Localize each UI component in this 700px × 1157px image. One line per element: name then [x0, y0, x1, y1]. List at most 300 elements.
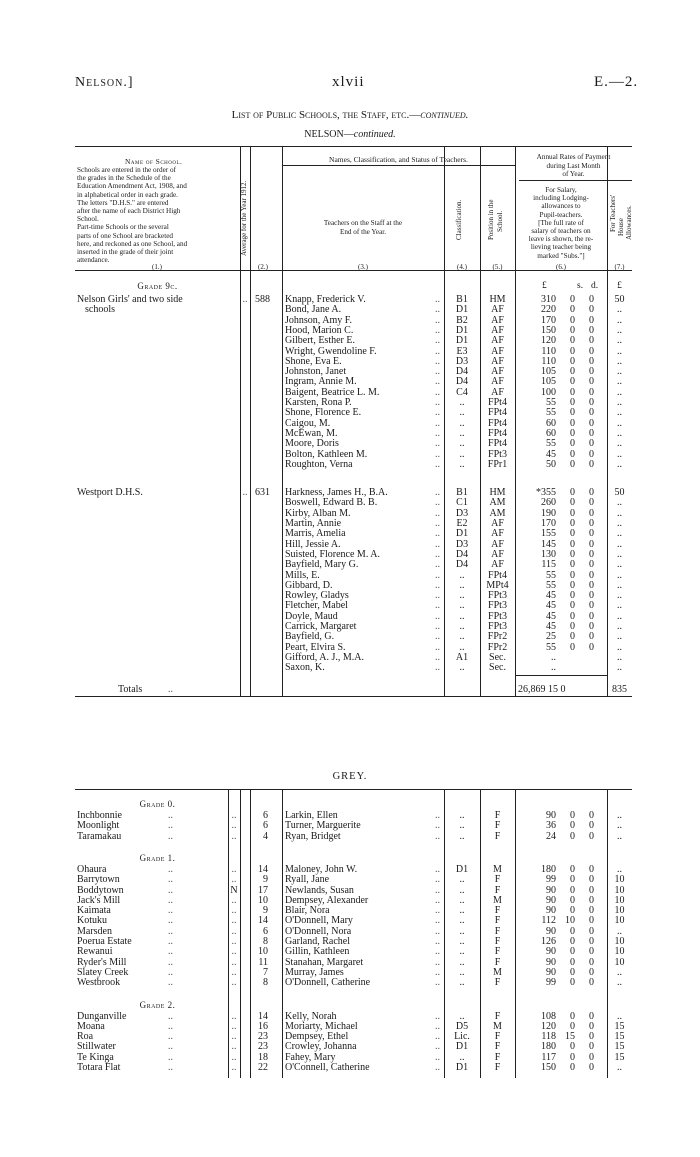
nelson-row-classification: ..	[459, 590, 465, 602]
totals-dots: ..	[168, 684, 173, 695]
grey-position: F	[494, 977, 501, 989]
school-name: Westport D.H.S.	[77, 487, 143, 499]
nelson-row-position: FPr2	[487, 641, 508, 653]
grey-house-allowance: ..	[617, 810, 622, 821]
nelson-row-teacher-name: Caigou, M.	[285, 417, 331, 429]
grey-school-name: Moana	[77, 1020, 105, 1032]
nelson-row-classification: D1	[455, 528, 469, 540]
grey-classification: ..	[459, 915, 465, 927]
grey-teacher-name: Blair, Nora	[285, 905, 330, 917]
grey-classification: ..	[459, 946, 465, 958]
totals-top-rule	[515, 675, 607, 676]
grey-position: F	[494, 1010, 501, 1022]
nelson-row-classification: D4	[455, 366, 469, 378]
grey-position: F	[494, 936, 501, 947]
table-top-rule	[75, 146, 632, 147]
grey-house-allowance: ..	[617, 830, 622, 842]
nelson-row-teacher-name: Gibbard, D.	[285, 579, 333, 591]
grey-house-allowance: 10	[614, 915, 625, 927]
grey-school-name: Poerua Estate	[77, 936, 132, 947]
nelson-row-classification: D1	[455, 324, 469, 336]
nelson-row-leader-dots: ..	[435, 355, 440, 367]
nelson-row-leader-dots: ..	[435, 304, 440, 316]
grey-teacher-dots: ..	[435, 820, 440, 832]
grey-house-allowance: 10	[614, 884, 625, 896]
grey-salary-pounds: 90	[546, 966, 556, 978]
grey-house-allowance: 10	[614, 905, 625, 917]
grey-school-average: 14	[258, 915, 268, 927]
grey-teacher-name: Moriarty, Michael	[285, 1020, 358, 1032]
grey-teacher-name: Larkin, Ellen	[285, 810, 338, 821]
grey-leader-dots: ..	[168, 1062, 173, 1073]
nelson-row-position: AF	[491, 345, 504, 357]
grey-classification: ..	[459, 925, 465, 937]
nelson-row-position: FPr2	[487, 631, 508, 643]
nelson-row-teacher-name: Martin, Annie	[285, 518, 342, 529]
nelson-row-leader-dots: ..	[435, 507, 440, 519]
grey-teacher-name: Garland, Rachel	[285, 936, 350, 947]
grey-school-average: 16	[258, 1020, 268, 1032]
grey-leader-dots: ..	[168, 874, 173, 886]
school-average: 588	[255, 294, 270, 305]
col-number-1: (1.)	[152, 263, 162, 271]
nelson-row-salary-pence: 0	[589, 397, 594, 408]
rates-column-head: of Year.	[562, 170, 585, 178]
grey-teacher-dots: ..	[435, 1062, 440, 1073]
nelson-row-teacher-name: Johnson, Amy F.	[285, 314, 352, 326]
nelson-row-salary-shillings: 0	[570, 355, 575, 367]
table-title-continued: continued.	[420, 109, 469, 121]
nelson-row-salary-pence: 0	[589, 345, 594, 357]
grey-grade-heading: Grade 2.	[139, 999, 176, 1010]
grey-position: F	[494, 884, 501, 896]
grey-leader-dots: ..	[168, 1031, 173, 1043]
grey-teacher-dots: ..	[435, 936, 440, 947]
grey-school-average: 6	[263, 925, 268, 937]
nelson-row-teacher-name: Carrick, Margaret	[285, 621, 357, 632]
grey-school-mark: ..	[231, 1051, 237, 1063]
grey-salary-pounds: 90	[546, 894, 556, 906]
nelson-row-salary-shillings: 0	[570, 294, 575, 305]
grey-teacher-dots: ..	[435, 905, 440, 917]
nelson-row-house-allowance: ..	[617, 651, 622, 663]
nelson-row-classification: D3	[455, 355, 469, 367]
nelson-row-teacher-name: Bond, Jane A.	[285, 304, 342, 316]
position-column-head: Position in the	[487, 199, 495, 240]
nelson-row-classification: D1	[455, 304, 469, 316]
nelson-row-salary-pounds: 60	[546, 427, 556, 439]
grey-salary-pounds: 120	[541, 1020, 556, 1032]
nelson-row-teacher-name: Peart, Elvira S.	[285, 641, 346, 653]
nelson-row-salary-shillings: 0	[570, 386, 575, 398]
nelson-row-salary-shillings: 0	[570, 610, 575, 622]
grey-teacher-name: Ryall, Jane	[285, 874, 330, 886]
nelson-row-salary-pounds: 55	[546, 579, 556, 591]
grey-salary-pounds: 126	[541, 936, 556, 947]
rates-column-head: during Last Month	[546, 161, 601, 170]
grey-salary-pounds: 90	[546, 905, 556, 917]
unit-shillings: s.	[577, 281, 584, 291]
grey-house-allowance: 15	[614, 1051, 625, 1063]
grey-teacher-dots: ..	[435, 946, 440, 958]
nelson-row-salary-pounds: 310	[541, 294, 556, 305]
school-column-note-line: Part-time Schools or the several	[77, 223, 169, 232]
nelson-row-salary-shillings: 0	[570, 324, 575, 336]
school-column-note-line: inserted in the grade of their joint	[77, 248, 174, 256]
nelson-row-leader-dots: ..	[435, 427, 440, 439]
nelson-row-salary-pence: 0	[589, 590, 594, 602]
grey-classification: ..	[459, 1051, 465, 1063]
grey-column-rule-2	[250, 789, 251, 1078]
nelson-row-leader-dots: ..	[435, 590, 440, 602]
unit-pound-house: £	[617, 281, 622, 291]
grey-teacher-dots: ..	[435, 1020, 440, 1032]
school-column-note-line: attendance.	[77, 256, 110, 265]
nelson-row-position: AF	[491, 366, 504, 378]
grey-school-mark: ..	[231, 874, 237, 886]
grey-leader-dots: ..	[168, 1020, 173, 1032]
grey-school-average: 7	[263, 966, 268, 978]
nelson-row-house-allowance: ..	[617, 397, 622, 408]
nelson-row-salary-shillings: 0	[570, 631, 575, 643]
grey-teacher-dots: ..	[435, 956, 440, 968]
grey-salary-shillings: 0	[570, 1051, 575, 1063]
nelson-row-teacher-name: Shone, Eva E.	[285, 355, 342, 367]
nelson-row-classification: D3	[455, 538, 469, 550]
grey-salary-shillings: 0	[570, 894, 575, 906]
grey-salary-shillings: 0	[570, 820, 575, 832]
nelson-row-classification: C1	[456, 497, 468, 509]
page-number: xlvii	[332, 74, 365, 90]
grey-teacher-name: Stanahan, Margaret	[285, 956, 364, 968]
school-column-note-line: The letters "D.H.S." are entered	[77, 198, 169, 207]
grey-salary-shillings: 0	[570, 863, 575, 875]
nelson-row-position: FPt4	[488, 397, 507, 408]
nelson-row-house-allowance: ..	[617, 621, 622, 632]
grey-position: F	[494, 1041, 501, 1053]
nelson-row-house-allowance: ..	[617, 448, 622, 460]
nelson-row-salary-shillings: 0	[570, 538, 575, 550]
nelson-row-salary-pence: 0	[589, 487, 594, 499]
nelson-row-position: AF	[491, 538, 504, 550]
grey-school-mark: N	[230, 884, 238, 896]
grey-teacher-name: Murray, James	[285, 966, 344, 978]
grey-salary-pounds: 99	[546, 977, 556, 989]
col-number-6: (6.)	[556, 263, 566, 271]
grey-school-name: Westbrook	[77, 977, 121, 989]
nelson-row-position: AM	[489, 507, 506, 519]
nelson-row-salary-pence: 0	[589, 641, 594, 653]
grey-school-mark: ..	[231, 925, 237, 937]
grey-salary-pence: 0	[589, 820, 594, 832]
nelson-row-salary-pounds: 150	[541, 324, 556, 336]
nelson-row-teacher-name: Moore, Doris	[285, 438, 339, 450]
grey-top-rule	[75, 789, 632, 790]
grey-salary-pounds: 112	[541, 915, 556, 927]
grey-school-average: 9	[263, 905, 268, 917]
nelson-row-salary-pounds: 155	[541, 528, 556, 540]
grey-salary-pence: 0	[589, 956, 594, 968]
nelson-row-salary-shillings: 0	[570, 621, 575, 632]
grey-salary-shillings: 15	[565, 1031, 575, 1043]
grey-position: F	[494, 810, 501, 821]
nelson-row-salary-pounds: 220	[541, 304, 556, 316]
grey-teacher-name: Gillin, Kathleen	[285, 946, 350, 958]
nelson-row-house-allowance: ..	[617, 438, 622, 450]
grey-school-average: 6	[263, 820, 268, 832]
nelson-row-leader-dots: ..	[435, 458, 440, 470]
grade-heading: Grade 9c.	[137, 281, 178, 291]
grey-grade-heading: Grade 1.	[139, 852, 176, 863]
nelson-row-leader-dots: ..	[435, 366, 440, 378]
nelson-row-house-allowance: ..	[617, 559, 622, 571]
nelson-row-teacher-name: Bayfield, G.	[285, 631, 335, 643]
nelson-row-leader-dots: ..	[435, 294, 440, 305]
nelson-row-salary-pounds: 45	[546, 590, 556, 602]
nelson-row-position: AF	[491, 355, 504, 367]
nelson-row-teacher-name: Roughton, Verna	[285, 458, 353, 470]
grey-classification: D1	[455, 863, 469, 875]
nelson-row-salary-shillings: 0	[570, 507, 575, 519]
nelson-row-position: AF	[491, 324, 504, 336]
nelson-row-classification: D4	[455, 548, 469, 560]
grey-salary-pounds: 90	[546, 946, 556, 958]
nelson-row-classification: E2	[456, 518, 468, 529]
grey-school-average: 10	[258, 894, 268, 906]
grey-leader-dots: ..	[168, 830, 173, 842]
nelson-row-salary-pence: 0	[589, 314, 594, 326]
grey-salary-pounds: 90	[546, 925, 556, 937]
grey-classification: ..	[459, 820, 465, 832]
grey-salary-pence: 0	[589, 1051, 594, 1063]
grey-house-allowance: 15	[614, 1041, 625, 1053]
grey-salary-pounds: 24	[546, 830, 556, 842]
nelson-row-classification: E3	[456, 345, 468, 357]
nelson-row-salary-shillings: 0	[570, 600, 575, 612]
nelson-row-salary-pounds: 170	[541, 518, 556, 529]
grey-teacher-dots: ..	[435, 1010, 440, 1022]
nelson-row-salary-pence: 0	[589, 621, 594, 632]
nelson-row-leader-dots: ..	[435, 569, 440, 581]
grey-school-average: 23	[258, 1041, 268, 1053]
nelson-row-salary-shillings: 0	[570, 304, 575, 316]
grey-school-average: 6	[263, 810, 268, 821]
nelson-row-salary-shillings: 0	[570, 497, 575, 509]
nelson-row-leader-dots: ..	[435, 538, 440, 550]
nelson-row-salary-pounds: 115	[541, 559, 556, 571]
grey-school-name: Taramakau	[77, 830, 122, 842]
nelson-row-salary-pounds: 55	[546, 641, 556, 653]
nelson-row-salary-pounds: ..	[551, 651, 556, 663]
grey-salary-pence: 0	[589, 1041, 594, 1053]
column-rule-2	[250, 146, 251, 696]
nelson-row-classification: A1	[455, 651, 469, 663]
nelson-row-salary-pence: 0	[589, 600, 594, 612]
nelson-row-classification: ..	[459, 407, 465, 419]
totals-amount: 26,869 15 0	[518, 684, 566, 695]
grey-salary-shillings: 0	[570, 956, 575, 968]
nelson-row-house-allowance: 50	[614, 294, 625, 305]
grey-district-title: GREY.	[332, 771, 368, 782]
nelson-row-classification: ..	[459, 631, 465, 643]
nelson-row-classification: ..	[459, 448, 465, 460]
nelson-row-leader-dots: ..	[435, 621, 440, 632]
table-bottom-rule	[75, 696, 632, 697]
salary-column-head: [The full rate of	[538, 218, 584, 227]
grey-school-name: Stillwater	[77, 1041, 116, 1053]
nelson-row-classification: ..	[459, 438, 465, 450]
nelson-row-house-allowance: ..	[617, 590, 622, 602]
grey-position: F	[494, 874, 501, 886]
nelson-row-salary-pence: 0	[589, 407, 594, 419]
grey-salary-pounds: 150	[541, 1062, 556, 1073]
nelson-row-salary-pounds: 55	[546, 407, 556, 419]
grey-salary-shillings: 0	[570, 977, 575, 989]
grey-house-allowance: ..	[617, 820, 622, 832]
grey-teacher-dots: ..	[435, 1031, 440, 1043]
nelson-row-salary-shillings: 0	[570, 376, 575, 388]
grey-leader-dots: ..	[168, 863, 173, 875]
grey-classification: ..	[459, 884, 465, 896]
table-title	[0, 110, 700, 121]
nelson-row-salary-shillings: 0	[570, 417, 575, 429]
grey-school-average: 22	[258, 1062, 268, 1073]
grey-salary-pence: 0	[589, 1062, 594, 1073]
nelson-row-salary-pounds: 55	[546, 397, 556, 408]
nelson-row-salary-pence: 0	[589, 427, 594, 439]
nelson-row-salary-pence: 0	[589, 458, 594, 470]
grey-column-rule-3	[282, 789, 283, 1078]
grey-position: F	[494, 1031, 501, 1043]
nelson-row-classification: C4	[456, 386, 468, 398]
names-column-head: Names, Classification, and Status of Teachers.	[329, 155, 468, 164]
grey-teacher-name: Crowley, Johanna	[285, 1041, 357, 1053]
nelson-row-salary-pounds: 105	[541, 376, 556, 388]
grey-school-name: Slatey Creek	[77, 966, 129, 978]
nelson-row-position: FPt3	[488, 621, 507, 632]
grey-teacher-dots: ..	[435, 1051, 440, 1063]
nelson-row-salary-pounds: *355	[536, 487, 556, 499]
nelson-row-position: FPt4	[488, 438, 507, 450]
nelson-row-salary-pounds: 145	[541, 538, 556, 550]
nelson-row-house-allowance: ..	[617, 610, 622, 622]
nelson-row-classification: ..	[459, 397, 465, 408]
nelson-row-salary-pence: 0	[589, 304, 594, 316]
col-number-2: (2.)	[258, 263, 268, 271]
school-column-note-line: here, and reckoned as one School, and	[77, 239, 188, 248]
grey-leader-dots: ..	[168, 966, 173, 978]
nelson-row-salary-pounds: 60	[546, 417, 556, 429]
nelson-row-teacher-name: Johnston, Janet	[285, 366, 347, 378]
salary-column-head: Pupil-teachers.	[539, 210, 583, 219]
grey-leader-dots: ..	[168, 1010, 173, 1022]
nelson-row-salary-pounds: 45	[546, 621, 556, 632]
grey-teacher-name: Fahey, Mary	[285, 1051, 336, 1063]
nelson-row-house-allowance: ..	[617, 366, 622, 378]
nelson-row-leader-dots: ..	[435, 579, 440, 591]
nelson-row-house-allowance: ..	[617, 569, 622, 581]
grey-salary-pounds: 180	[541, 1041, 556, 1053]
grey-salary-pence: 0	[589, 966, 594, 978]
nelson-row-leader-dots: ..	[435, 610, 440, 622]
position-column-head-2: School.	[496, 210, 504, 232]
grey-school-average: 23	[258, 1031, 268, 1043]
grey-school-mark: ..	[231, 1010, 237, 1022]
grey-classification: ..	[459, 966, 465, 978]
nelson-row-leader-dots: ..	[435, 528, 440, 540]
grey-teacher-name: O'Donnell, Nora	[285, 925, 352, 937]
grey-leader-dots: ..	[168, 956, 173, 968]
grey-school-mark: ..	[231, 956, 237, 968]
salary-column-head: salary of teachers on	[531, 227, 591, 235]
nelson-row-salary-pounds: 50	[546, 458, 556, 470]
nelson-row-salary-pence: 0	[589, 569, 594, 581]
grey-house-allowance: 10	[614, 894, 625, 906]
grey-school-average: 11	[258, 956, 268, 968]
nelson-row-position: AF	[491, 548, 504, 560]
grey-teacher-dots: ..	[435, 894, 440, 906]
grey-salary-shillings: 0	[570, 905, 575, 917]
totals-label: Totals	[118, 684, 143, 695]
grey-teacher-dots: ..	[435, 874, 440, 886]
nelson-row-house-allowance: ..	[617, 345, 622, 357]
nelson-row-teacher-name: Knapp, Frederick V.	[285, 294, 366, 305]
grey-classification: ..	[459, 1010, 465, 1022]
nelson-row-teacher-name: Hood, Marion C.	[285, 324, 354, 336]
nelson-row-position: Sec.	[489, 662, 506, 674]
grey-house-allowance: 10	[614, 946, 625, 958]
grey-classification: D1	[455, 1041, 469, 1053]
nelson-row-leader-dots: ..	[435, 407, 440, 419]
grey-school-average: 10	[258, 946, 268, 958]
grey-teacher-name: O'Connell, Catherine	[285, 1062, 370, 1073]
unit-pound: £	[542, 281, 547, 291]
grey-salary-pence: 0	[589, 1031, 594, 1043]
teachers-column-head: End of the Year.	[339, 228, 387, 236]
nelson-row-house-allowance: ..	[617, 355, 622, 367]
nelson-row-salary-shillings: 0	[570, 438, 575, 450]
grey-position: F	[494, 956, 501, 968]
grey-teacher-name: Turner, Marguerite	[285, 820, 361, 832]
grey-school-mark: ..	[231, 946, 237, 958]
nelson-row-salary-pounds: 130	[541, 548, 556, 560]
grey-school-mark: ..	[231, 966, 237, 978]
salary-column-head: lieving teacher being	[530, 243, 592, 252]
nelson-row-salary-pence: 0	[589, 548, 594, 560]
nelson-row-leader-dots: ..	[435, 662, 440, 674]
nelson-row-teacher-name: Ingram, Annie M.	[285, 376, 357, 388]
nelson-row-house-allowance: ..	[617, 518, 622, 529]
grey-school-mark: ..	[231, 936, 237, 947]
grey-school-name: Kotuku	[77, 915, 107, 927]
average-column-head: Average for the Year 1912.	[240, 180, 248, 256]
grey-classification: ..	[459, 830, 465, 842]
grey-position: M	[493, 863, 502, 875]
grey-position: F	[494, 905, 501, 917]
nelson-row-classification: D4	[455, 559, 469, 571]
grey-school-average: 14	[258, 863, 268, 875]
nelson-row-salary-shillings: 0	[570, 345, 575, 357]
running-header-right: E.—2.	[594, 74, 639, 90]
grey-classification: ..	[459, 874, 465, 886]
grey-salary-pence: 0	[589, 874, 594, 886]
nelson-row-leader-dots: ..	[435, 314, 440, 326]
grey-teacher-dots: ..	[435, 966, 440, 978]
school-column-note-line: after the name of each District High	[77, 207, 181, 215]
grey-house-allowance: 10	[614, 956, 625, 968]
nelson-row-salary-pence: 0	[589, 294, 594, 305]
nelson-row-position: AF	[491, 559, 504, 571]
